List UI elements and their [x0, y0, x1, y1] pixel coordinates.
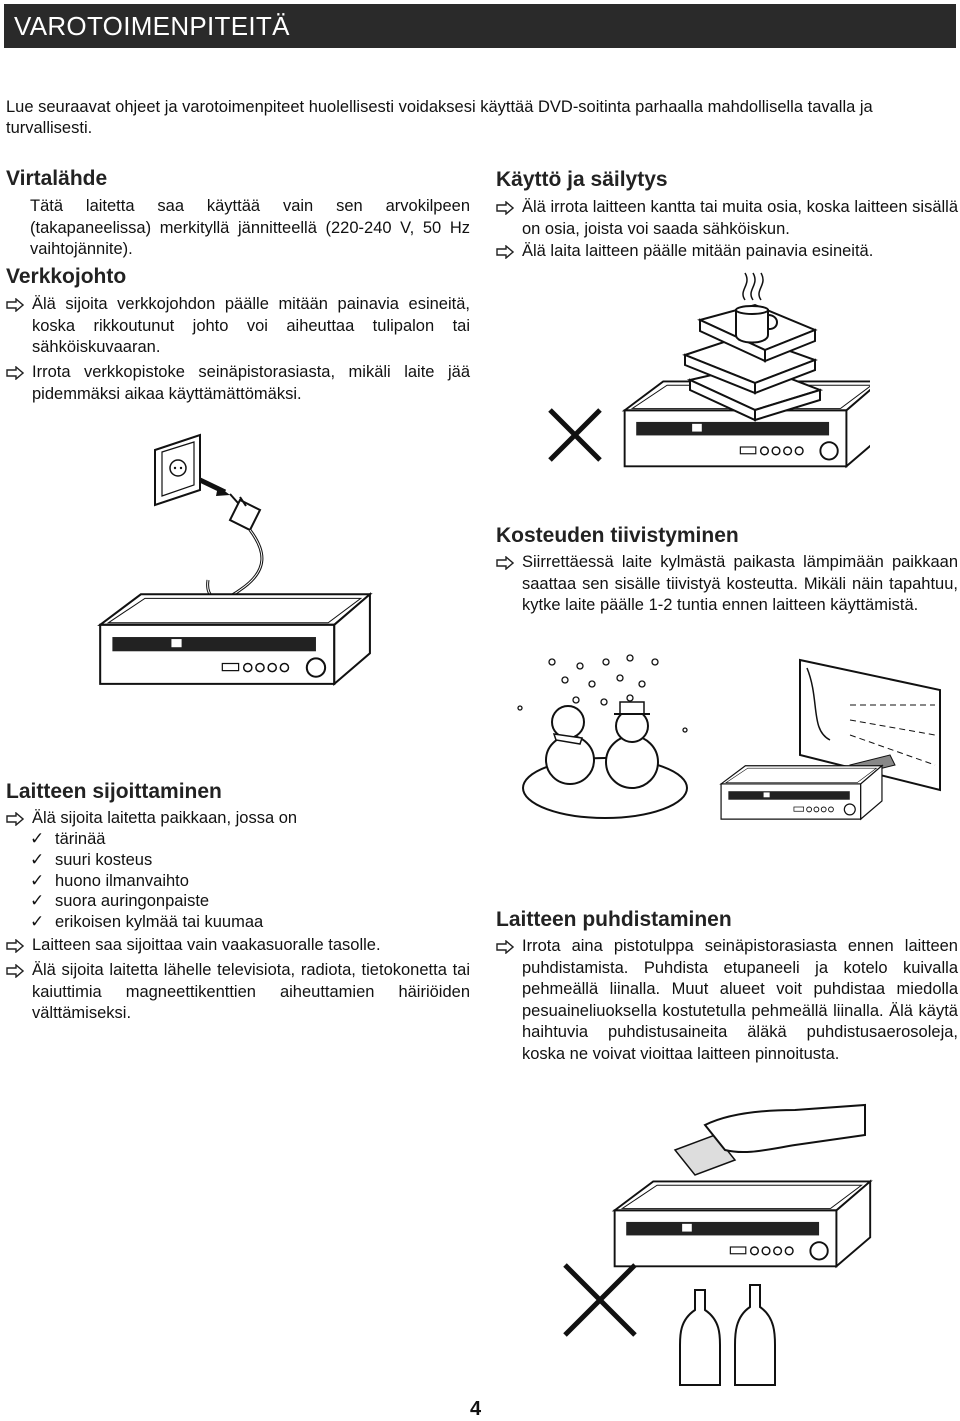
arrow-bullet-icon: [6, 964, 24, 978]
check-item: ✓ suora auringonpaiste: [30, 891, 210, 911]
power-cord-illustration: [90, 430, 380, 710]
kaytto-heading: Käyttö ja säilytys: [496, 168, 668, 191]
intro-text: Lue seuraavat ohjeet ja varotoimenpiteet huolellisesti voidaksesi käyttää DVD-soitinta parhaalla mahdollisella tavalla ja turvallisesti.: [6, 98, 873, 137]
check-icon: ✓: [30, 891, 45, 911]
arrow-bullet-icon: [496, 556, 514, 570]
arrow-bullet-icon: [6, 366, 24, 380]
arrow-bullet-icon: [496, 245, 514, 259]
snowmen-icon: [523, 702, 687, 818]
conditions-list: [6, 829, 446, 933]
check-icon: ✓: [30, 870, 45, 890]
cross-icon: [550, 410, 600, 460]
puhdistaminen-heading: Laitteen puhdistaminen: [496, 908, 732, 931]
kosteus-item-1: Siirrettäessä laite kylmästä paikasta lämpimään paikkaan saattaa sen sisälle tiivistyä kosteutta. Mikäli näin tapahtuu, kytke laite päälle 1-2 tuntia ennen laitteen käyttämistä.: [496, 552, 958, 617]
bottles-icon: [680, 1285, 775, 1385]
cross-icon: [565, 1265, 635, 1335]
arrow-bullet-icon: [496, 940, 514, 954]
condensation-illustration: [510, 640, 950, 830]
kaytto-item-2: Älä laita laitteen päälle mitään painavia esineitä.: [496, 241, 958, 263]
verkkojohto-item-2: Irrota verkkopistoke seinäpistorasiasta, mikäli laite jää pidemmäksi aikaa käyttämättömäksi.: [6, 362, 470, 405]
puhdistaminen-item-1: Irrota aina pistotulppa seinäpistorasiasta ennen laitteen puhdistamista. Puhdista etupaneeli ja kotelo kuivalla pehmeällä liinalla. Muut alueet voit puhdistaa miedolla pesuaineliuoksella kostutetulla pehmeällä liinalla. Älä käytä haihtuvia puhdistusaineita äläkä puhdistusaerosoleja, koska ne voivat vioittaa laitteen pinnoitusta.: [496, 936, 958, 1066]
virtalahde-text: Tätä laitetta saa käyttää vain sen arvokilpeen (takapaneelissa) merkityllä jännitteellä (220-240 V, 50 Hz vaihtojännite).: [30, 197, 470, 259]
check-icon: ✓: [30, 849, 45, 869]
page-header: [4, 4, 956, 48]
sijoittaminen-heading: Laitteen sijoittaminen: [6, 780, 222, 803]
sijoittaminen-item-3: Älä sijoita laitetta lähelle televisiota, radiota, tietokonetta tai kaiuttimia magneettikenttien aiheuttamien häiriöiden välttämiseksi.: [6, 960, 470, 1025]
wall-socket-icon: [155, 435, 200, 505]
arrow-bullet-icon: [6, 298, 24, 312]
sijoittaminen-item-1: Älä sijoita laitetta paikkaan, jossa on: [6, 808, 470, 830]
books-on-player-illustration: [540, 265, 870, 485]
sijoittaminen-item-2: Laitteen saa sijoittaa vain vaakasuoralle tasolle.: [6, 935, 470, 957]
check-item: ✓ tärinää: [30, 829, 106, 848]
snowflakes-icon: [518, 655, 687, 732]
cleaning-illustration: [545, 1095, 875, 1395]
check-item: ✓ erikoisen kylmää tai kuumaa: [30, 912, 264, 932]
verkkojohto-item-1: Älä sijoita verkkojohdon päälle mitään painavia esineitä, koska rikkoutunut johto voi aiheuttaa tulipalon tai sähköiskuvaaran.: [6, 294, 470, 359]
arrow-bullet-icon: [496, 201, 514, 215]
arrow-bullet-icon: [6, 812, 24, 826]
arrow-bullet-icon: [6, 939, 24, 953]
verkkojohto-heading: Verkkojohto: [6, 265, 127, 288]
virtalahde-heading: Virtalähde: [6, 167, 108, 190]
check-icon: ✓: [30, 912, 45, 932]
plug-icon: [208, 494, 262, 599]
kosteus-heading: Kosteuden tiivistyminen: [496, 524, 739, 547]
check-item: ✓ suuri kosteus: [30, 849, 153, 869]
hand-with-cloth-icon: [675, 1105, 865, 1175]
kaytto-item-1: Älä irrota laitteen kantta tai muita osia, koska laitteen sisällä on osia, joista voi saada sähköiskun.: [496, 197, 958, 240]
check-icon: ✓: [30, 829, 45, 848]
page-title: VAROTOIMENPITEITÄ: [14, 11, 290, 41]
page-number: 4: [470, 1398, 482, 1420]
check-item: ✓ huono ilmanvaihto: [30, 870, 189, 890]
